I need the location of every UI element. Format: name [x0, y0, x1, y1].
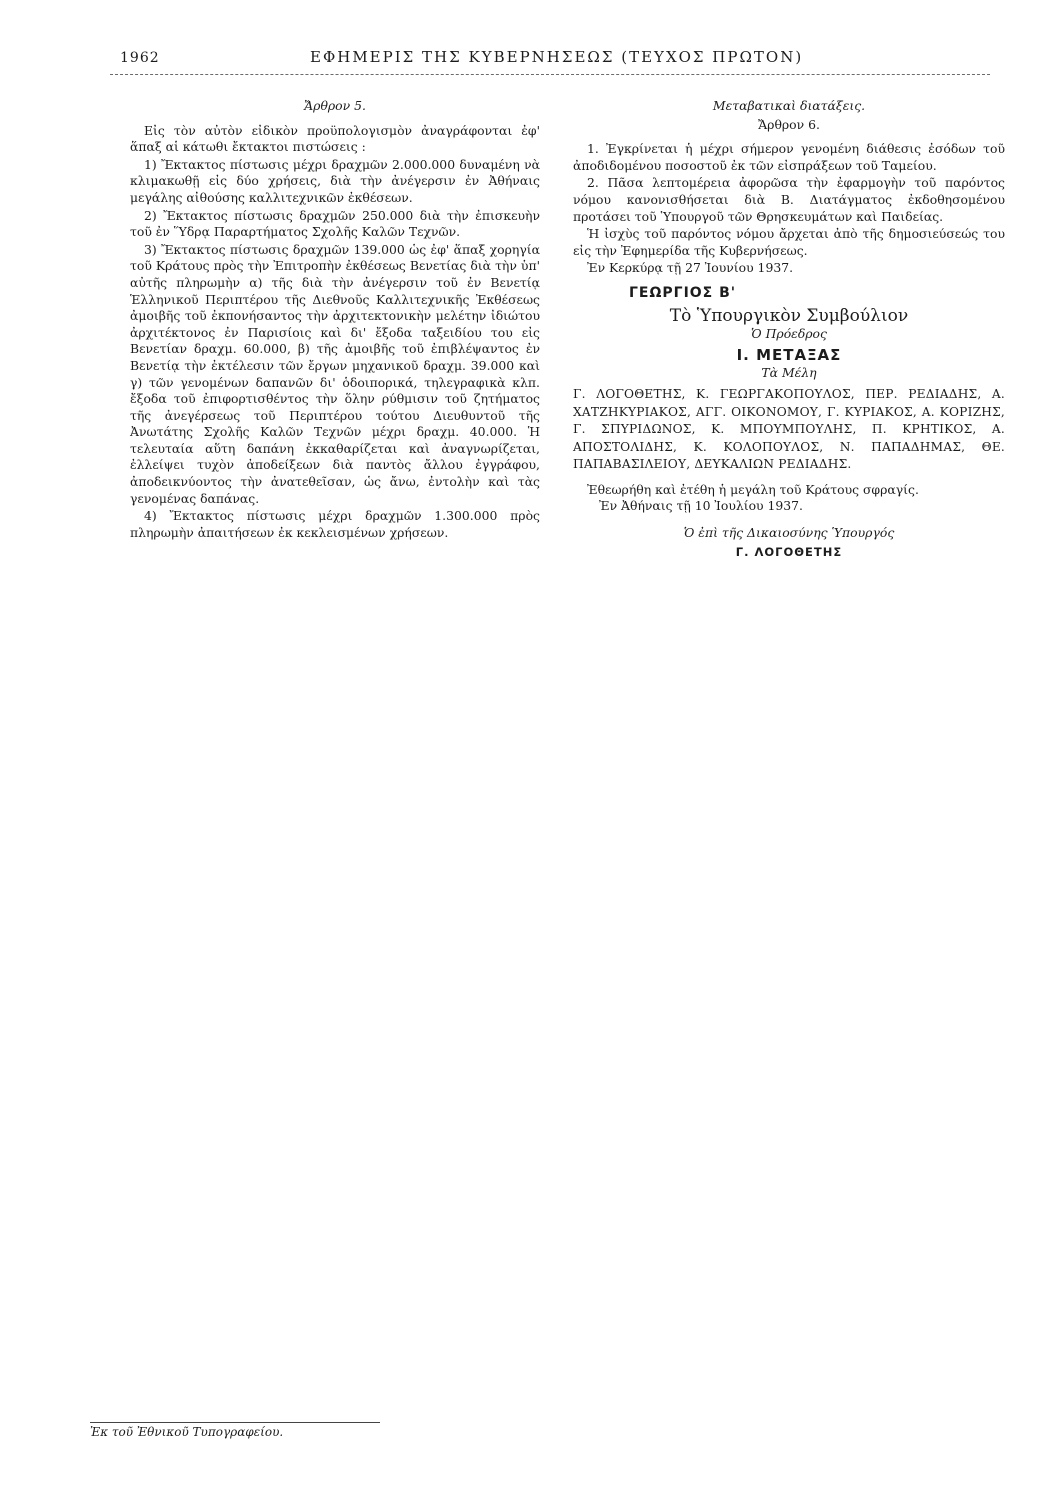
left-column	[130, 96, 540, 542]
paragraph-effective: Ἡ ἰσχὺς τοῦ παρόντος νόμου ἄρχεται ἀπὸ τῆς δημοσιεύσεώς του εἰς τὴν Ἐφημερίδα τῆς Κυβερνήσεως.	[573, 226, 1005, 258]
president-label: Ὁ Πρόεδρος	[751, 326, 827, 342]
paragraph-provision-2: 2. Πᾶσα λεπτομέρεια ἀφορῶσα τὴν ἐφαρμογὴν τοῦ παρόντος νόμου κανονισθήσεται διὰ Β. Διατάγματος ἐκδοθησομένου προτάσει τοῦ Ὑπουργοῦ τῶν Θρησκευμάτων καὶ Παιδείας.	[573, 175, 1005, 224]
transitional-provisions-heading: Μεταβατικαὶ διατάξεις.	[712, 98, 866, 113]
page-number: 1962	[120, 50, 160, 66]
right-column	[573, 96, 1005, 560]
place-date-athens: Ἐν Ἀθήναις τῇ 10 Ἰουλίου 1937.	[599, 498, 803, 514]
members-label: Τὰ Μέλη	[761, 365, 817, 381]
paragraph-item-3: 3) Ἔκτακτος πίστωσις δραχμῶν 139.000 ὡς ἐφ' ἅπαξ χορηγία τοῦ Κράτους πρὸς τὴν Ἐπιτροπὴν ἐκθέσεως Βενετίας διὰ τὴν ὑπ' αὐτῆς πληρωμὴν α) τῆς διὰ τὴν ἀνέγερσιν τοῦ ἐν Βενετίᾳ Ἑλληνικοῦ Περιπτέρου τῆς Διεθνοῦς Καλλιτεχνικῆς Ἐκθέσεως ἀμοιβῆς τοῦ ἐκπονήσαντος τὴν ἀρχιτεκτονικὴν μελέτην ἰδιώτου ἀρχιτέκτονος ἐν Παρισίοις καὶ δι' ἔξοδα ταξειδίου του εἰς Βενετίαν δραχμ. 60.000, β) τῆς ἀμοιβῆς τοῦ ἐπιβλέψαντος ἐν Βενετίᾳ τὴν ἐκτέλεσιν τῶν ἔργων μηχανικοῦ δραχμ. 39.000 καὶ γ) τῶν γενομένων δαπανῶν δι' ὁδοιπορικά, τηλεγραφικὰ κλπ. ἔξοδα τοῦ ἐπιφορτισθέντος τὴν ὅλην ρύθμισιν τοῦ ζητήματος τῆς ἀνεγέρσεως τοῦ Περιπτέρου τούτου Διευθυντοῦ τῆς Ἀνωτάτης Σχολῆς Καλῶν Τεχνῶν μέχρι δραχμ. 40.000. Ἡ τελευταία αὕτη δαπάνη ἐκκαθαρίζεται καὶ ἀναγνωρίζεται, ἐλλείψει τυχὸν ἀποδείξεων διὰ παντὸς ἄλλου ἐγγράφου, ἀποδεικνύοντος τὴν ἀνατεθεῖσαν, ὡς ἄνω, ἐντολὴν καὶ τὰς γενομένας δαπάνας.	[130, 241, 540, 506]
place-date-corfu: Ἐν Κερκύρᾳ τῇ 27 Ἰουνίου 1937.	[587, 260, 794, 276]
paragraph-item-2: 2) Ἔκτακτος πίστωσις δραχμῶν 250.000 διὰ τὴν ἐπισκευὴν τοῦ ἐν Ὕδρᾳ Παραρτήματος Σχολῆς Καλῶν Τεχνῶν.	[130, 207, 540, 240]
king-signature: ΓΕΩΡΓΙΟΣ Β'	[629, 284, 737, 301]
president-name: Ι. ΜΕΤΑΞΑΣ	[736, 345, 842, 364]
cabinet-heading: Τὸ Ὑπουργικὸν Συμβούλιον	[669, 305, 909, 326]
seal-statement: Ἐθεωρήθη καὶ ἐτέθη ἡ μεγάλη τοῦ Κράτους σφραγίς.	[587, 481, 919, 497]
article-5-heading: Ἄρθρον 5.	[304, 98, 366, 113]
paragraph-item-1: 1) Ἔκτακτος πίστωσις μέχρι δραχμῶν 2.000.000 δυναμένη νὰ κλιμακωθῇ εἰς δύο χρήσεις, διὰ τὴν ἀνέγερσιν ἐν Ἀθήναις μεγάλης αἰθούσης καλλιτεχνικῶν ἐκθέσεων.	[130, 156, 540, 205]
gazette-title: ΕΦΗΜΕΡΙΣ ΤΗΣ ΚΥΒΕΡΝΗΣΕΩΣ (ΤΕΥΧΟΣ ΠΡΩΤΟΝ)	[310, 48, 804, 66]
header-divider	[110, 74, 990, 75]
justice-minister-name: Γ. ΛΟΓΟΘΕΤΗΣ	[735, 544, 843, 559]
article-6-heading: Ἄρθρον 6.	[758, 116, 820, 132]
paragraph-intro: Εἰς τὸν αὐτὸν εἰδικὸν προϋπολογισμὸν ἀναγράφονται ἐφ' ἅπαξ αἱ κάτωθι ἔκτακτοι πιστώσεις :	[130, 122, 540, 155]
justice-minister-title: Ὁ ἐπὶ τῆς Δικαιοσύνης Ὑπουργός	[683, 525, 895, 541]
paragraph-item-4: 4) Ἔκτακτος πίστωσις μέχρι δραχμῶν 1.300.000 πρὸς πληρωμὴν ἀπαιτήσεων ἐκ κεκλεισμένων χρήσεων.	[130, 508, 540, 540]
printer-footer: Ἐκ τοῦ Ἐθνικοῦ Τυπογραφείου.	[90, 1422, 380, 1439]
cabinet-members-list: Γ. ΛΟΓΟΘΕΤΗΣ, Κ. ΓΕΩΡΓΑΚΟΠΟΥΛΟΣ, ΠΕΡ. ΡΕΔΙΑΔΗΣ, Α. ΧΑΤΖΗΚΥΡΙΑΚΟΣ, ΑΓΓ. ΟΙΚΟΝΟΜΟΥ, Γ. ΚΥΡΙΑΚΟΣ, Α. ΚΟΡΙΖΗΣ, Γ. ΣΠΥΡΙΔΩΝΟΣ, Κ. ΜΠΟΥΜΠΟΥΛΗΣ, Π. ΚΡΗΤΙΚΟΣ, Α. ΑΠΟΣΤΟΛΙΔΗΣ, Κ. ΚΟΛΟΠΟΥΛΟΣ, Ν. ΠΑΠΑΔΗΜΑΣ, ΘΕ. ΠΑΠΑΒΑΣΙΛΕΙΟΥ, ΔΕΥΚΑΛΙΩΝ ΡΕΔΙΑΔΗΣ.	[573, 386, 1005, 472]
paragraph-provision-1: 1. Ἐγκρίνεται ἡ μέχρι σήμερον γενομένη διάθεσις ἐσόδων τοῦ ἀποδιδομένου ποσοστοῦ ἐκ τῶν εἰσπράξεων τοῦ Ταμείου.	[573, 141, 1005, 173]
